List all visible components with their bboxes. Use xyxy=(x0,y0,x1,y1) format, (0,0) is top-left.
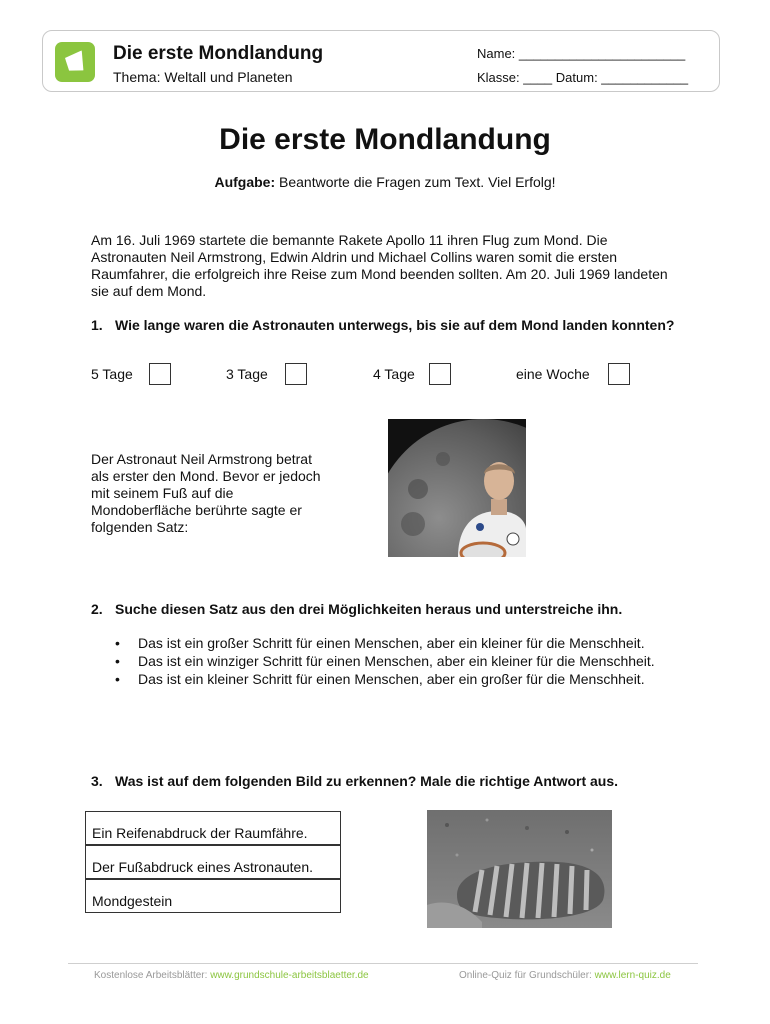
option-4-tage: 4 Tage xyxy=(373,366,415,382)
quote-option-text: Das ist ein winziger Schritt für einen Menschen, aber ein kleiner für die Menschheit. xyxy=(138,653,655,669)
checkbox-3-tage[interactable] xyxy=(285,363,307,385)
armstrong-paragraph: Der Astronaut Neil Armstrong betrat als erster den Mond. Bevor er jedoch mit seinem Fuß auf die Mondoberfläche berührte sagte er folgenden Satz: xyxy=(91,451,321,535)
header-topic: Thema: Weltall und Planeten xyxy=(113,69,293,85)
quote-option[interactable] xyxy=(110,671,670,688)
class-date-field[interactable]: Klasse: ____ Datum: ____________ xyxy=(477,70,689,85)
question-1-number: 1. xyxy=(91,317,103,333)
question-3-text: Was ist auf dem folgenden Bild zu erkennen? Male die richtige Antwort aus. xyxy=(115,773,619,789)
checkbox-5-tage[interactable] xyxy=(149,363,171,385)
name-field[interactable]: Name: _______________________ xyxy=(477,46,686,61)
footer-right-link[interactable]: www.lern-quiz.de xyxy=(594,970,671,981)
footer-left-label: Kostenlose Arbeitsblätter: xyxy=(94,970,211,981)
question-2-text: Suche diesen Satz aus den drei Möglichkeiten heraus und unterstreiche ihn. xyxy=(115,601,623,617)
task-instruction xyxy=(0,174,770,190)
question-3-number: 3. xyxy=(91,773,103,789)
quote-option-text: Das ist ein großer Schritt für einen Menschen, aber ein kleiner für die Menschheit. xyxy=(138,635,645,651)
answer-box-tire-track[interactable]: Ein Reifenabdruck der Raumfähre. xyxy=(85,811,341,845)
page-title: Die erste Mondlandung xyxy=(219,123,551,156)
footer-divider xyxy=(68,963,698,964)
task-label: Aufgabe: xyxy=(214,174,276,190)
footer-right xyxy=(459,970,671,981)
footer-left xyxy=(94,970,369,981)
bullet-marker: • xyxy=(115,635,120,651)
quote-option[interactable] xyxy=(110,635,670,652)
logo-icon xyxy=(55,42,95,82)
task-text: Beantworte die Fragen zum Text. Viel Erfolg! xyxy=(275,174,556,190)
question-1-text: Wie lange waren die Astronauten unterwegs, bis sie auf dem Mond landen konnten? xyxy=(115,317,675,333)
worksheet-header xyxy=(42,30,720,92)
option-eine-woche: eine Woche xyxy=(516,366,590,382)
option-5-tage: 5 Tage xyxy=(91,366,133,382)
quote-options-list xyxy=(110,635,670,689)
quote-option[interactable] xyxy=(110,653,670,670)
footprint-photo xyxy=(427,810,612,928)
quote-option-text: Das ist ein kleiner Schritt für einen Menschen, aber ein großer für die Menschheit. xyxy=(138,671,645,687)
question-2-number: 2. xyxy=(91,601,103,617)
option-3-tage: 3 Tage xyxy=(226,366,268,382)
header-title: Die erste Mondlandung xyxy=(113,43,324,64)
answer-box-footprint[interactable]: Der Fußabdruck eines Astronauten. xyxy=(85,845,341,879)
astronaut-photo xyxy=(388,419,526,557)
checkbox-4-tage[interactable] xyxy=(429,363,451,385)
bullet-marker: • xyxy=(115,653,120,669)
footer-right-label: Online-Quiz für Grundschüler: xyxy=(459,970,595,981)
footer-left-link[interactable]: www.grundschule-arbeitsblaetter.de xyxy=(210,970,369,981)
bullet-marker: • xyxy=(115,671,120,687)
checkbox-eine-woche[interactable] xyxy=(608,363,630,385)
answer-box-moon-rock[interactable]: Mondgestein xyxy=(85,879,341,913)
intro-paragraph: Am 16. Juli 1969 startete die bemannte Rakete Apollo 11 ihren Flug zum Mond. Die Astronauten Neil Armstrong, Edwin Aldrin und Michael Collins waren somit die ersten Raumfahrer, die erfolgreich ihre Reise zum Mond beenden sollten. Am 20. Juli 1969 landeten sie auf dem Mond. xyxy=(91,232,668,299)
